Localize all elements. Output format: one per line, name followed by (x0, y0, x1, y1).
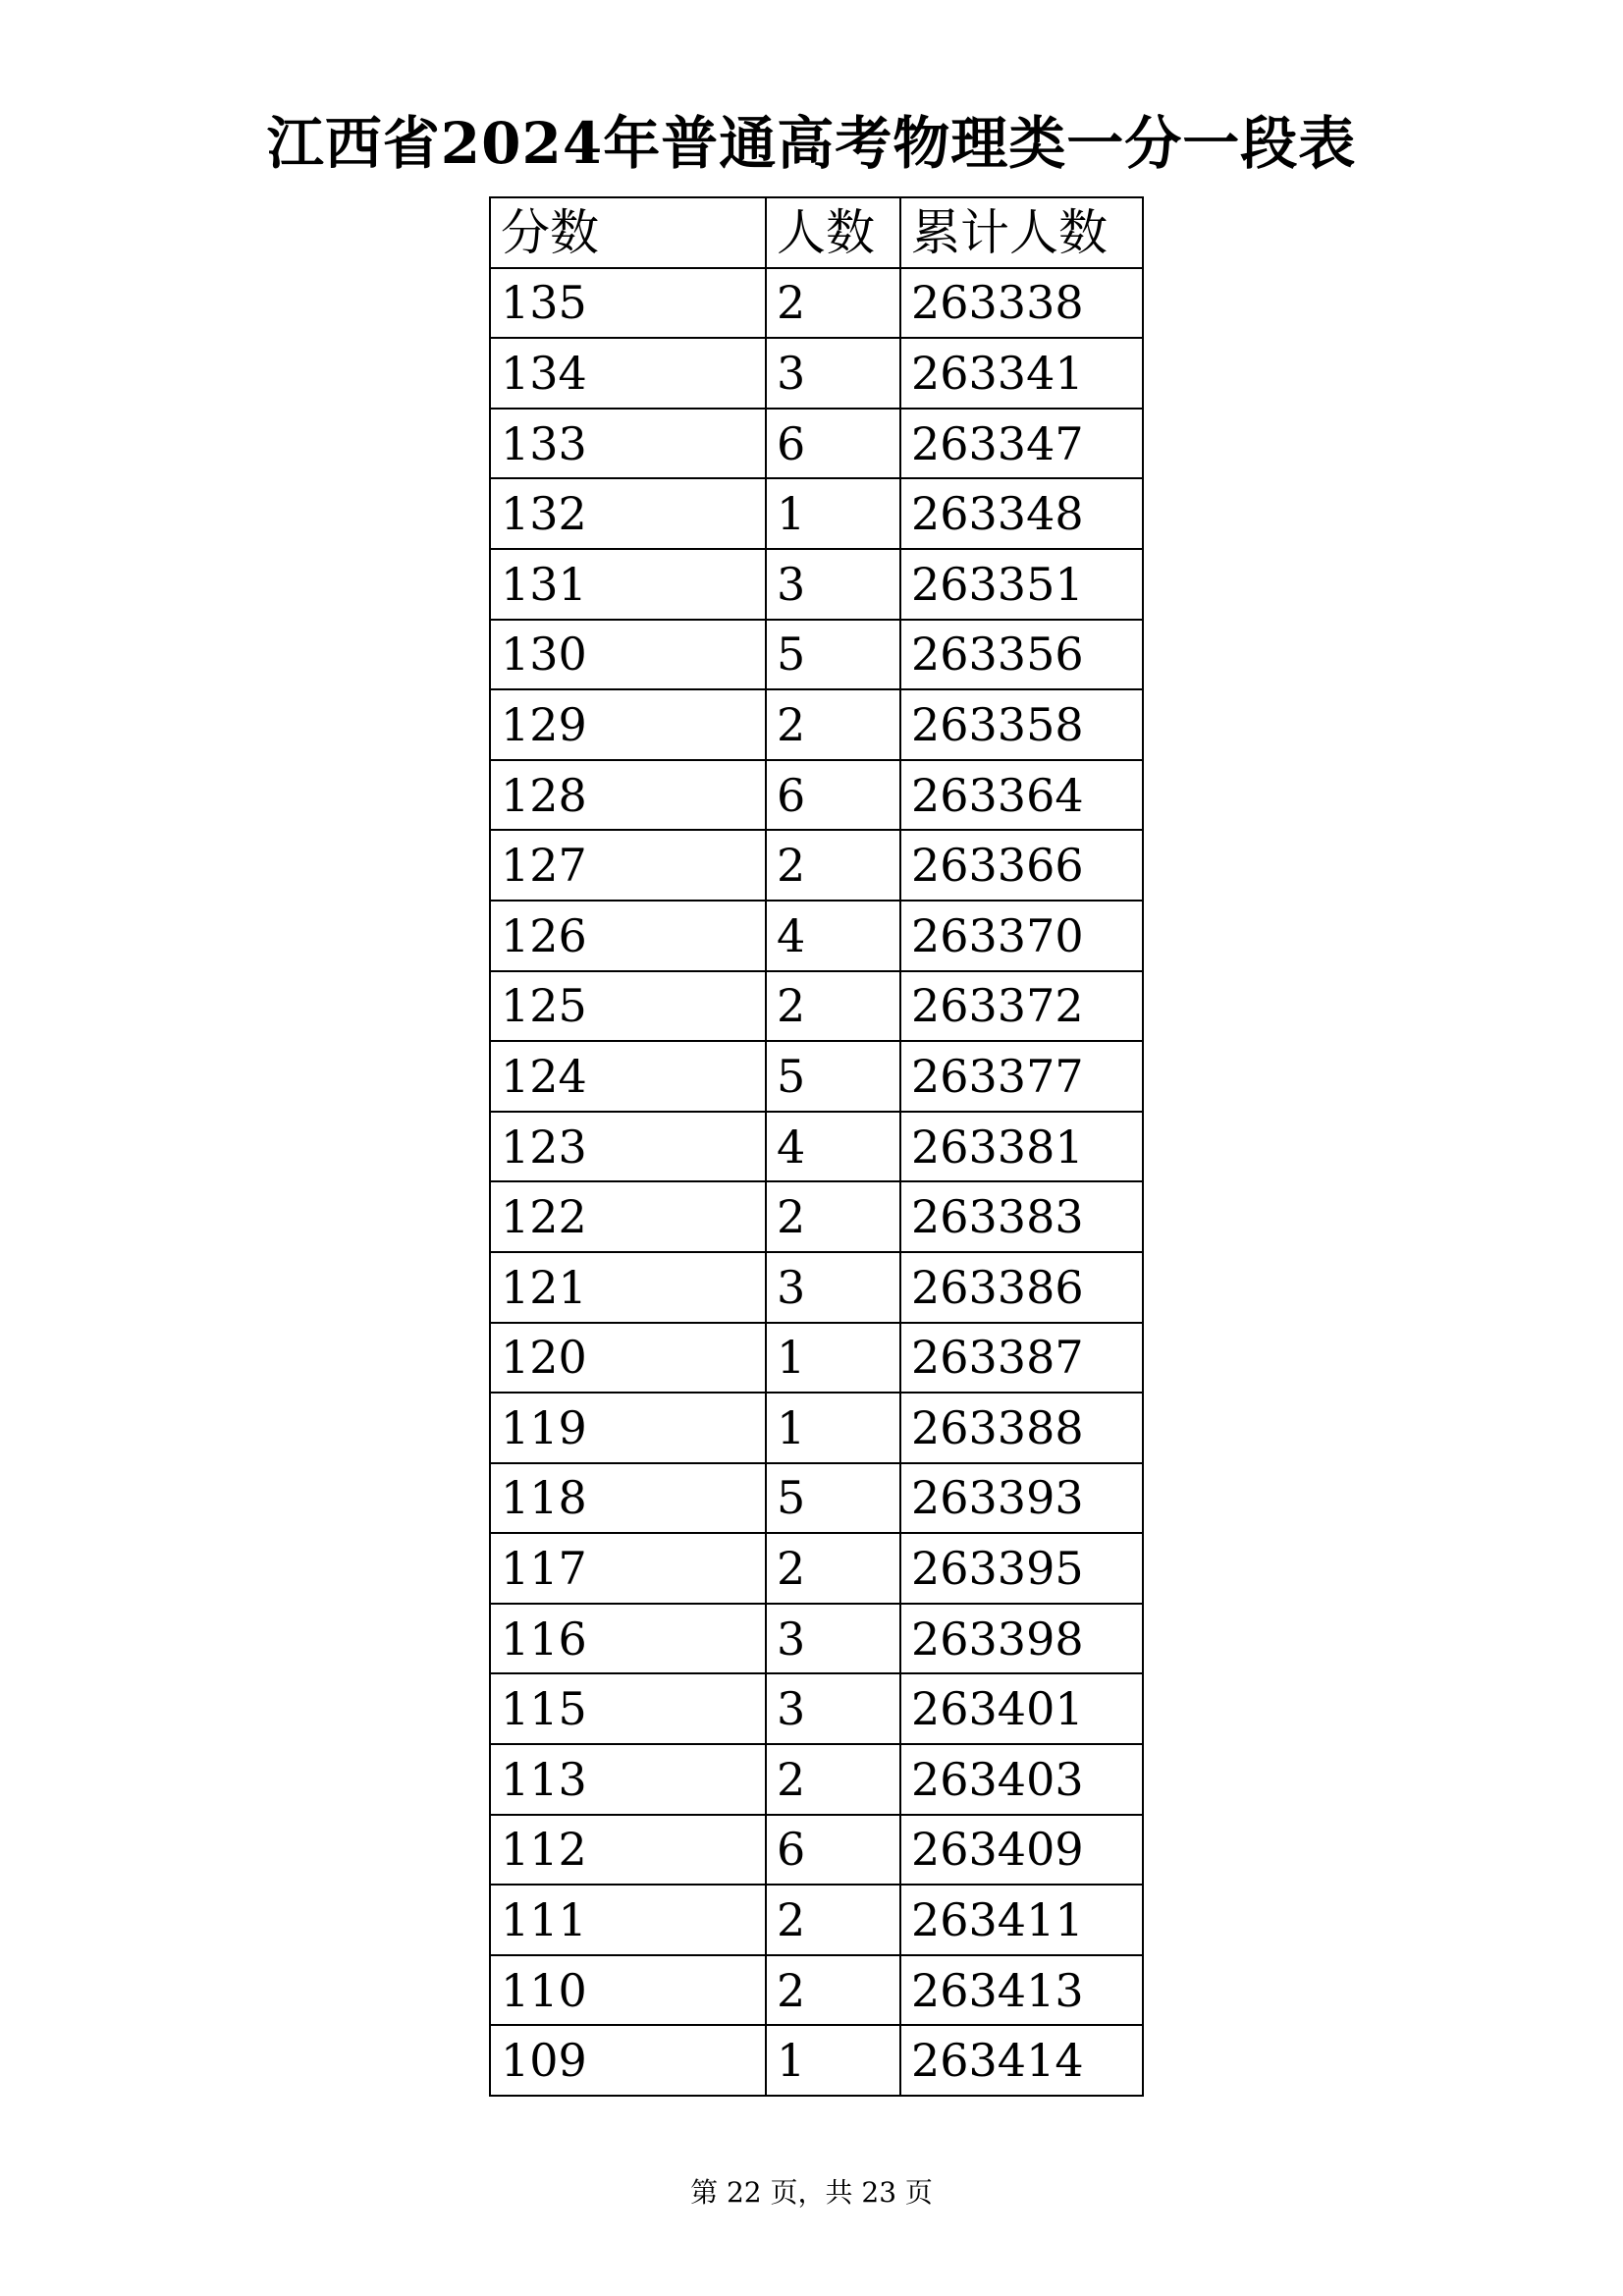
table-row (490, 1252, 1143, 1323)
table-row (490, 1604, 1143, 1674)
cell-count: 1 (766, 1393, 900, 1463)
table-row (490, 338, 1143, 409)
cell-count: 3 (766, 549, 900, 620)
cell-score: 127 (490, 830, 766, 901)
cell-cumulative: 263387 (900, 1323, 1143, 1394)
cell-score: 133 (490, 409, 766, 479)
cell-cumulative: 263341 (900, 338, 1143, 409)
table-header-row (490, 197, 1143, 268)
cell-cumulative: 263411 (900, 1885, 1143, 1955)
cell-cumulative: 263370 (900, 901, 1143, 971)
cell-count: 1 (766, 2025, 900, 2096)
cell-cumulative: 263356 (900, 620, 1143, 690)
table-row (490, 1112, 1143, 1182)
cell-score: 124 (490, 1041, 766, 1112)
cell-count: 2 (766, 1885, 900, 1955)
cell-count: 6 (766, 760, 900, 831)
cell-score: 125 (490, 971, 766, 1042)
cell-score: 121 (490, 1252, 766, 1323)
cell-count: 6 (766, 409, 900, 479)
table-row (490, 1815, 1143, 1886)
cell-score: 123 (490, 1112, 766, 1182)
cell-score: 132 (490, 478, 766, 549)
cell-score: 113 (490, 1744, 766, 1815)
cell-cumulative: 263409 (900, 1815, 1143, 1886)
cell-count: 4 (766, 1112, 900, 1182)
table-row (490, 689, 1143, 760)
cell-count: 5 (766, 1463, 900, 1534)
cell-count: 4 (766, 901, 900, 971)
cell-count: 5 (766, 1041, 900, 1112)
table-row (490, 1181, 1143, 1252)
header-score: 分数 (490, 197, 766, 268)
cell-score: 129 (490, 689, 766, 760)
cell-cumulative: 263366 (900, 830, 1143, 901)
table-row (490, 1744, 1143, 1815)
score-distribution-table (489, 196, 1144, 2097)
cell-cumulative: 263348 (900, 478, 1143, 549)
cell-score: 112 (490, 1815, 766, 1886)
cell-score: 130 (490, 620, 766, 690)
cell-score: 134 (490, 338, 766, 409)
cell-cumulative: 263393 (900, 1463, 1143, 1534)
cell-cumulative: 263351 (900, 549, 1143, 620)
cell-cumulative: 263372 (900, 971, 1143, 1042)
cell-count: 3 (766, 338, 900, 409)
cell-cumulative: 263403 (900, 1744, 1143, 1815)
cell-score: 128 (490, 760, 766, 831)
cell-count: 2 (766, 1533, 900, 1604)
cell-cumulative: 263338 (900, 268, 1143, 339)
table-row (490, 620, 1143, 690)
table-row (490, 1955, 1143, 2026)
page-title: 江西省2024年普通高考物理类一分一段表 (266, 110, 1357, 177)
cell-score: 117 (490, 1533, 766, 1604)
cell-count: 2 (766, 689, 900, 760)
cell-count: 2 (766, 1181, 900, 1252)
cell-score: 119 (490, 1393, 766, 1463)
header-count: 人数 (766, 197, 900, 268)
cell-score: 135 (490, 268, 766, 339)
cell-count: 2 (766, 1955, 900, 2026)
cell-cumulative: 263358 (900, 689, 1143, 760)
cell-cumulative: 263413 (900, 1955, 1143, 2026)
table-row (490, 478, 1143, 549)
cell-count: 3 (766, 1604, 900, 1674)
cell-count: 2 (766, 971, 900, 1042)
cell-score: 115 (490, 1673, 766, 1744)
table-row (490, 1041, 1143, 1112)
cell-count: 1 (766, 1323, 900, 1394)
cell-count: 2 (766, 830, 900, 901)
cell-cumulative: 263347 (900, 409, 1143, 479)
table-row (490, 268, 1143, 339)
cell-score: 126 (490, 901, 766, 971)
table-row (490, 549, 1143, 620)
table-row (490, 830, 1143, 901)
cell-score: 109 (490, 2025, 766, 2096)
cell-cumulative: 263383 (900, 1181, 1143, 1252)
cell-count: 6 (766, 1815, 900, 1886)
cell-cumulative: 263381 (900, 1112, 1143, 1182)
page-footer: 第 22 页，共 23 页 (690, 2176, 933, 2209)
table-body (490, 268, 1143, 2096)
cell-count: 3 (766, 1673, 900, 1744)
cell-cumulative: 263398 (900, 1604, 1143, 1674)
cell-count: 2 (766, 268, 900, 339)
table-row (490, 901, 1143, 971)
table-row (490, 1885, 1143, 1955)
cell-cumulative: 263364 (900, 760, 1143, 831)
cell-score: 122 (490, 1181, 766, 1252)
cell-cumulative: 263388 (900, 1393, 1143, 1463)
cell-count: 1 (766, 478, 900, 549)
cell-cumulative: 263401 (900, 1673, 1143, 1744)
table-row (490, 2025, 1143, 2096)
cell-count: 2 (766, 1744, 900, 1815)
cell-count: 3 (766, 1252, 900, 1323)
cell-cumulative: 263395 (900, 1533, 1143, 1604)
cell-score: 131 (490, 549, 766, 620)
cell-score: 110 (490, 1955, 766, 2026)
cell-cumulative: 263386 (900, 1252, 1143, 1323)
cell-score: 111 (490, 1885, 766, 1955)
cell-cumulative: 263414 (900, 2025, 1143, 2096)
cell-score: 116 (490, 1604, 766, 1674)
cell-cumulative: 263377 (900, 1041, 1143, 1112)
cell-score: 118 (490, 1463, 766, 1534)
cell-count: 5 (766, 620, 900, 690)
header-cumulative: 累计人数 (900, 197, 1143, 268)
table-row (490, 1673, 1143, 1744)
table-row (490, 409, 1143, 479)
table-row (490, 1393, 1143, 1463)
table-row (490, 971, 1143, 1042)
table-row (490, 1533, 1143, 1604)
table-row (490, 760, 1143, 831)
cell-score: 120 (490, 1323, 766, 1394)
table-row (490, 1323, 1143, 1394)
table-row (490, 1463, 1143, 1534)
